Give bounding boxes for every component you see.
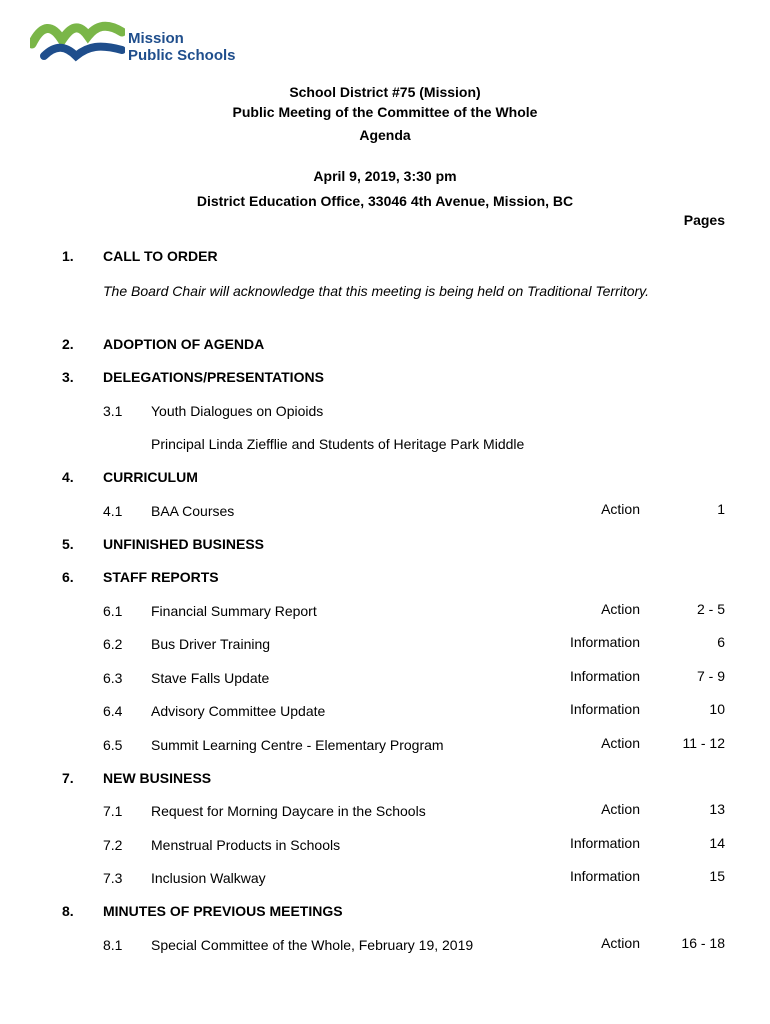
item-title: Bus Driver Training bbox=[151, 636, 271, 652]
item-title: Stave Falls Update bbox=[151, 670, 270, 686]
agenda-item bbox=[0, 737, 770, 761]
item-number: 8.1 bbox=[103, 937, 123, 953]
item-pages: 15 bbox=[709, 868, 725, 884]
section-title: CURRICULUM bbox=[103, 469, 198, 485]
agenda-section bbox=[0, 536, 770, 560]
item-title: Youth Dialogues on Opioids bbox=[151, 403, 324, 419]
item-number: 7.3 bbox=[103, 870, 123, 886]
item-type: Action bbox=[601, 601, 640, 617]
agenda-item bbox=[0, 603, 770, 627]
item-pages: 11 - 12 bbox=[682, 735, 725, 751]
item-type: Action bbox=[601, 501, 640, 517]
agenda-section bbox=[0, 248, 770, 272]
item-number: 3.1 bbox=[103, 403, 123, 419]
item-number: 6.1 bbox=[103, 603, 123, 619]
item-pages: 6 bbox=[717, 634, 725, 650]
meeting-title: Public Meeting of the Committee of the Whole bbox=[232, 104, 538, 120]
mountain-wave-icon bbox=[30, 16, 125, 66]
section-title: STAFF REPORTS bbox=[103, 569, 219, 585]
agenda-item bbox=[0, 670, 770, 694]
section-title: NEW BUSINESS bbox=[103, 770, 212, 786]
agenda-section bbox=[0, 369, 770, 393]
section-number: 1. bbox=[62, 248, 74, 264]
section-title: MINUTES OF PREVIOUS MEETINGS bbox=[103, 903, 343, 919]
section-title: ADOPTION OF AGENDA bbox=[103, 336, 265, 352]
logo-text: Mission Public Schools bbox=[128, 30, 236, 64]
section-number: 2. bbox=[62, 336, 74, 352]
item-type: Action bbox=[601, 801, 640, 817]
section-title: UNFINISHED BUSINESS bbox=[103, 536, 265, 552]
item-type: Action bbox=[601, 735, 640, 751]
section-number: 8. bbox=[62, 903, 74, 919]
item-title: Menstrual Products in Schools bbox=[151, 837, 341, 853]
item-number: 7.2 bbox=[103, 837, 123, 853]
item-title: Inclusion Walkway bbox=[151, 870, 266, 886]
item-pages: 13 bbox=[709, 801, 725, 817]
item-type: Information bbox=[569, 668, 640, 684]
meeting-date: April 9, 2019, 3:30 pm bbox=[313, 168, 457, 184]
item-number: 6.5 bbox=[103, 737, 123, 753]
item-type: Action bbox=[601, 935, 640, 951]
item-title: Special Committee of the Whole, February 19, 2019 bbox=[151, 937, 474, 953]
pages-column-header: Pages bbox=[683, 212, 725, 228]
item-title: Request for Morning Daycare in the Schools bbox=[151, 803, 426, 819]
item-title: Financial Summary Report bbox=[151, 603, 317, 619]
item-pages: 16 - 18 bbox=[681, 935, 725, 951]
item-pages: 7 - 9 bbox=[696, 668, 725, 684]
agenda-item bbox=[0, 870, 770, 894]
meeting-location: District Education Office, 33046 4th Avenue, Mission, BC bbox=[196, 193, 574, 209]
item-title: BAA Courses bbox=[151, 503, 235, 519]
item-title: Summit Learning Centre - Elementary Program bbox=[151, 737, 444, 753]
item-pages: 10 bbox=[709, 701, 725, 717]
section-number: 3. bbox=[62, 369, 74, 385]
item-type: Information bbox=[569, 868, 640, 884]
agenda-item bbox=[0, 403, 770, 427]
item-number: 4.1 bbox=[103, 503, 123, 519]
agenda-item bbox=[0, 636, 770, 660]
section-number: 4. bbox=[62, 469, 74, 485]
section-number: 6. bbox=[62, 569, 74, 585]
agenda-section bbox=[0, 770, 770, 794]
document-title: Agenda bbox=[359, 127, 411, 143]
agenda-item bbox=[0, 837, 770, 861]
section-title: CALL TO ORDER bbox=[103, 248, 218, 264]
section-number: 5. bbox=[62, 536, 74, 552]
item-number: 6.2 bbox=[103, 636, 123, 652]
agenda-section bbox=[0, 336, 770, 360]
item-type: Information bbox=[569, 701, 640, 717]
item-title: Advisory Committee Update bbox=[151, 703, 326, 719]
item-pages: 1 bbox=[717, 501, 725, 517]
item-number: 6.4 bbox=[103, 703, 123, 719]
item-number: 6.3 bbox=[103, 670, 123, 686]
agenda-section bbox=[0, 569, 770, 593]
section-title: DELEGATIONS/PRESENTATIONS bbox=[103, 369, 324, 385]
agenda-item bbox=[0, 937, 770, 961]
agenda-item bbox=[0, 703, 770, 727]
district-title: School District #75 (Mission) bbox=[289, 84, 481, 100]
section-number: 7. bbox=[62, 770, 74, 786]
item-pages: 2 - 5 bbox=[696, 601, 725, 617]
section-note: The Board Chair will acknowledge that this meeting is being held on Traditional Territory. bbox=[103, 283, 650, 299]
item-type: Information bbox=[569, 835, 640, 851]
mission-public-schools-logo bbox=[30, 14, 245, 72]
item-pages: 14 bbox=[709, 835, 725, 851]
agenda-item bbox=[0, 503, 770, 527]
item-type: Information bbox=[569, 634, 640, 650]
item-note: Principal Linda Ziefflie and Students of Heritage Park Middle bbox=[151, 436, 525, 452]
agenda-section bbox=[0, 469, 770, 493]
item-number: 7.1 bbox=[103, 803, 123, 819]
agenda-section bbox=[0, 903, 770, 927]
agenda-item bbox=[0, 803, 770, 827]
